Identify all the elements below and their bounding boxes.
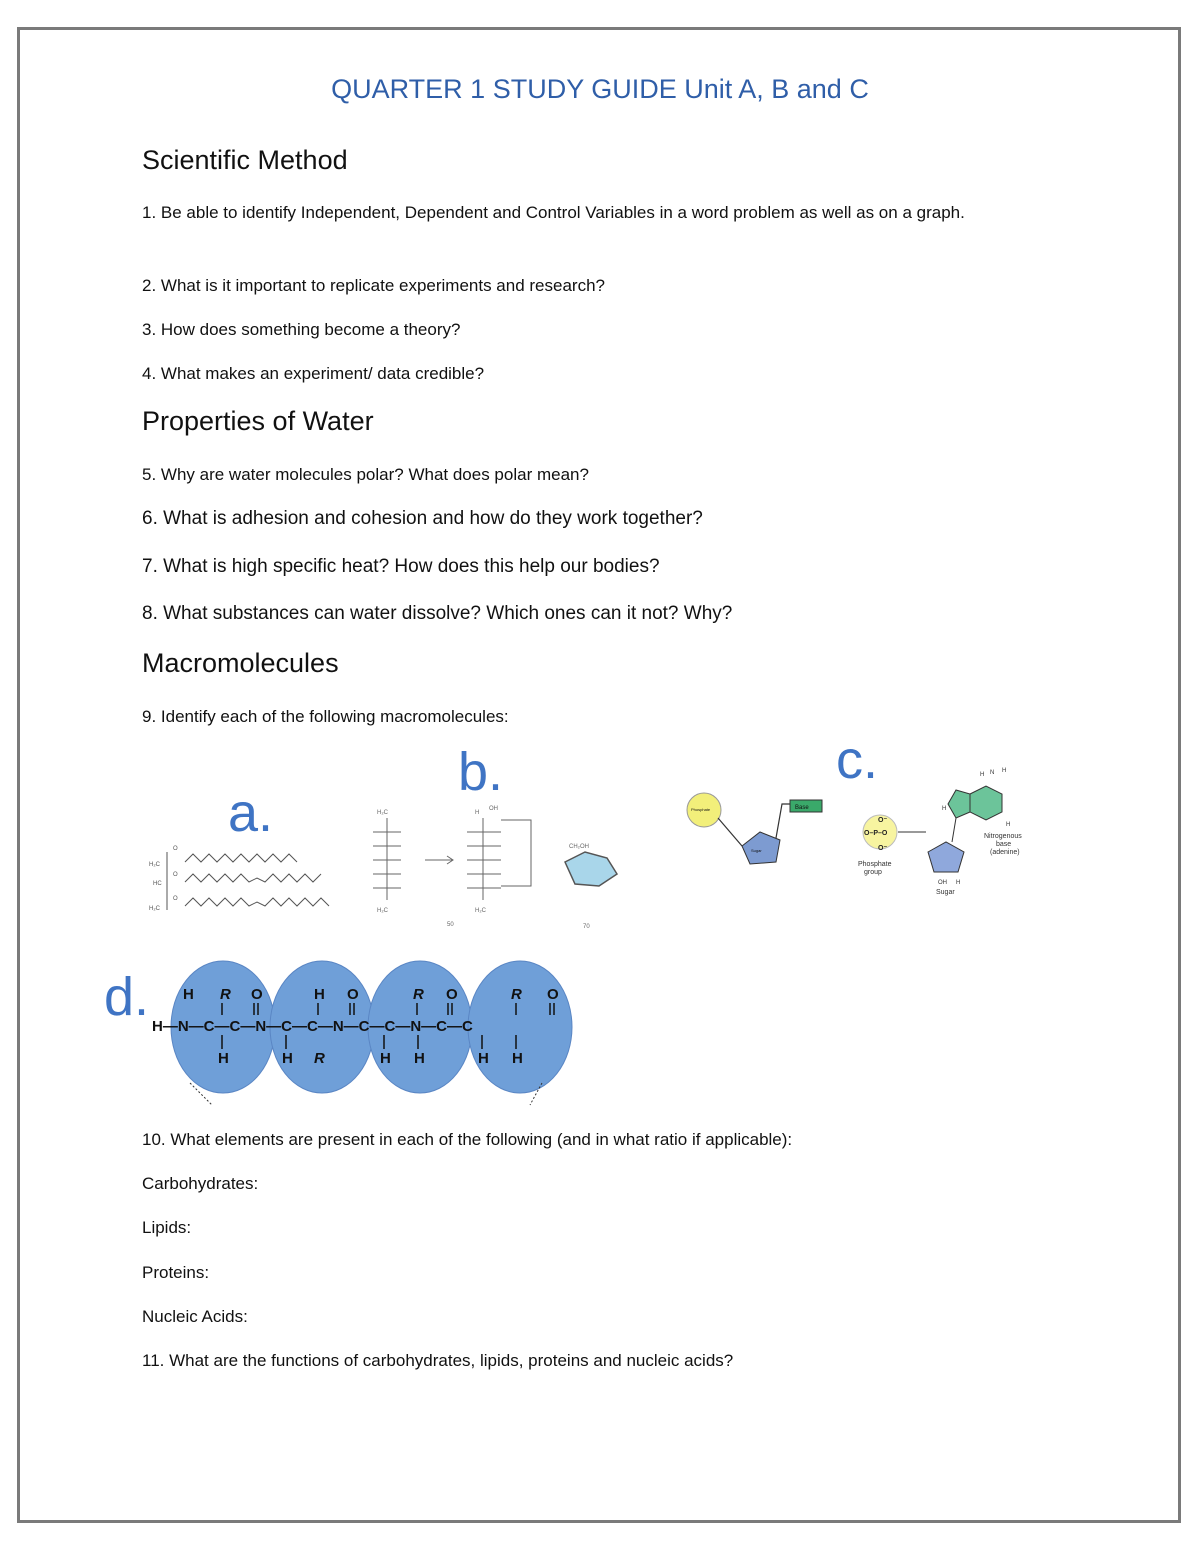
question-10: 10. What elements are present in each of the following (and in what ratio if applicable): [142,1130,793,1149]
elements-nucleic-acids: Nucleic Acids: [142,1307,248,1326]
svg-text:O: O [173,872,178,878]
question-7: 7. What is high specific heat? How does this help our bodies? [142,556,660,577]
question-8: 8. What substances can water dissolve? Which ones can it not? Why? [142,603,733,624]
svg-text:R: R [220,986,231,1003]
adenine-pentagon [948,790,970,818]
svg-text:R: R [314,1050,325,1067]
phosphate-group-label: Phosphate group [858,861,892,876]
svg-text:H: H [414,1050,425,1067]
svg-text:OH: OH [938,880,947,886]
svg-text:H: H [942,806,947,812]
svg-text:O: O [173,896,178,902]
svg-text:N: N [990,770,995,776]
figure-label-d: d. [104,967,150,1027]
svg-text:H₂C: H₂C [377,908,388,914]
svg-text:CH₂OH: CH₂OH [569,844,589,850]
lipid-diagram [145,840,345,920]
svg-text:O: O [547,986,559,1003]
svg-text:50: 50 [447,922,454,928]
amino-acid-blob-4 [468,961,572,1093]
ribose-pentagon [928,842,964,872]
elements-proteins: Proteins: [142,1263,210,1282]
question-4: 4. What makes an experiment/ data credible? [142,364,485,383]
svg-text:H₂C: H₂C [149,862,160,868]
svg-text:O⁻: O⁻ [878,845,888,852]
nitrogenous-base-label: Nitrogenous base (adenine) [984,833,1022,856]
page-title: QUARTER 1 STUDY GUIDE Unit A, B and C [331,74,869,104]
figure-label-a: a. [228,783,274,843]
elements-lipids: Lipids: [142,1218,192,1237]
svg-text:OH: OH [489,806,498,812]
svg-text:HC: HC [153,881,162,887]
svg-text:O: O [251,986,263,1003]
question-6: 6. What is adhesion and cohesion and how do they work together? [142,508,703,529]
svg-text:O–P–O: O–P–O [864,830,888,837]
nucleotide-diagram [680,760,1040,920]
svg-text:H—N—C—C—N—C—C—N—C—C—N—C—C: H—N—C—C—N—C—C—N—C—C—N—C—C [152,1018,473,1035]
svg-text:H₂C: H₂C [377,810,388,816]
elements-carbohydrates: Carbohydrates: [142,1174,259,1193]
question-5: 5. Why are water molecules polar? What does polar mean? [142,465,589,484]
base-box-label: Base [795,805,809,811]
svg-text:O: O [347,986,359,1003]
figure-label-b: b. [458,742,504,802]
svg-text:H: H [980,772,985,778]
svg-text:H: H [314,986,325,1003]
svg-text:H: H [475,810,480,816]
phosphate-box-label: Phosphate [691,807,711,812]
svg-text:O⁻: O⁻ [878,817,888,824]
question-1: 1. Be able to identify Independent, Dependent and Control Variables in a word problem as well as on a graph. [142,203,965,222]
protein-diagram [150,955,580,1110]
question-9: 9. Identify each of the following macromolecules: [142,707,509,726]
adenine-hexagon [970,786,1002,820]
heading-scientific-method: Scientific Method [142,145,348,175]
svg-text:H: H [183,986,194,1003]
svg-text:H: H [218,1050,229,1067]
svg-text:H: H [478,1050,489,1067]
heading-macromolecules: Macromolecules [142,648,339,678]
heading-properties-of-water: Properties of Water [142,406,374,436]
svg-text:R: R [511,986,522,1003]
question-11: 11. What are the functions of carbohydrates, lipids, proteins and nucleic acids? [142,1351,734,1370]
svg-text:H₂C: H₂C [149,906,160,912]
svg-text:O: O [446,986,458,1003]
sugar-label: Sugar [936,889,955,896]
svg-text:H: H [282,1050,293,1067]
svg-text:H: H [1006,822,1011,828]
svg-text:H: H [956,880,961,886]
svg-text:H: H [512,1050,523,1067]
svg-text:H₂C: H₂C [475,908,486,914]
carbohydrate-diagram [355,800,635,930]
question-3: 3. How does something become a theory? [142,320,461,339]
glucose-ring [565,852,617,886]
svg-text:O: O [173,846,178,852]
svg-text:70: 70 [583,924,590,930]
svg-text:R: R [413,986,424,1003]
question-2: 2. What is it important to replicate experiments and research? [142,276,605,295]
svg-text:H: H [380,1050,391,1067]
sugar-box-label: Sugar [751,848,762,853]
svg-text:H: H [1002,768,1007,774]
figure-label-c: c. [836,730,879,790]
